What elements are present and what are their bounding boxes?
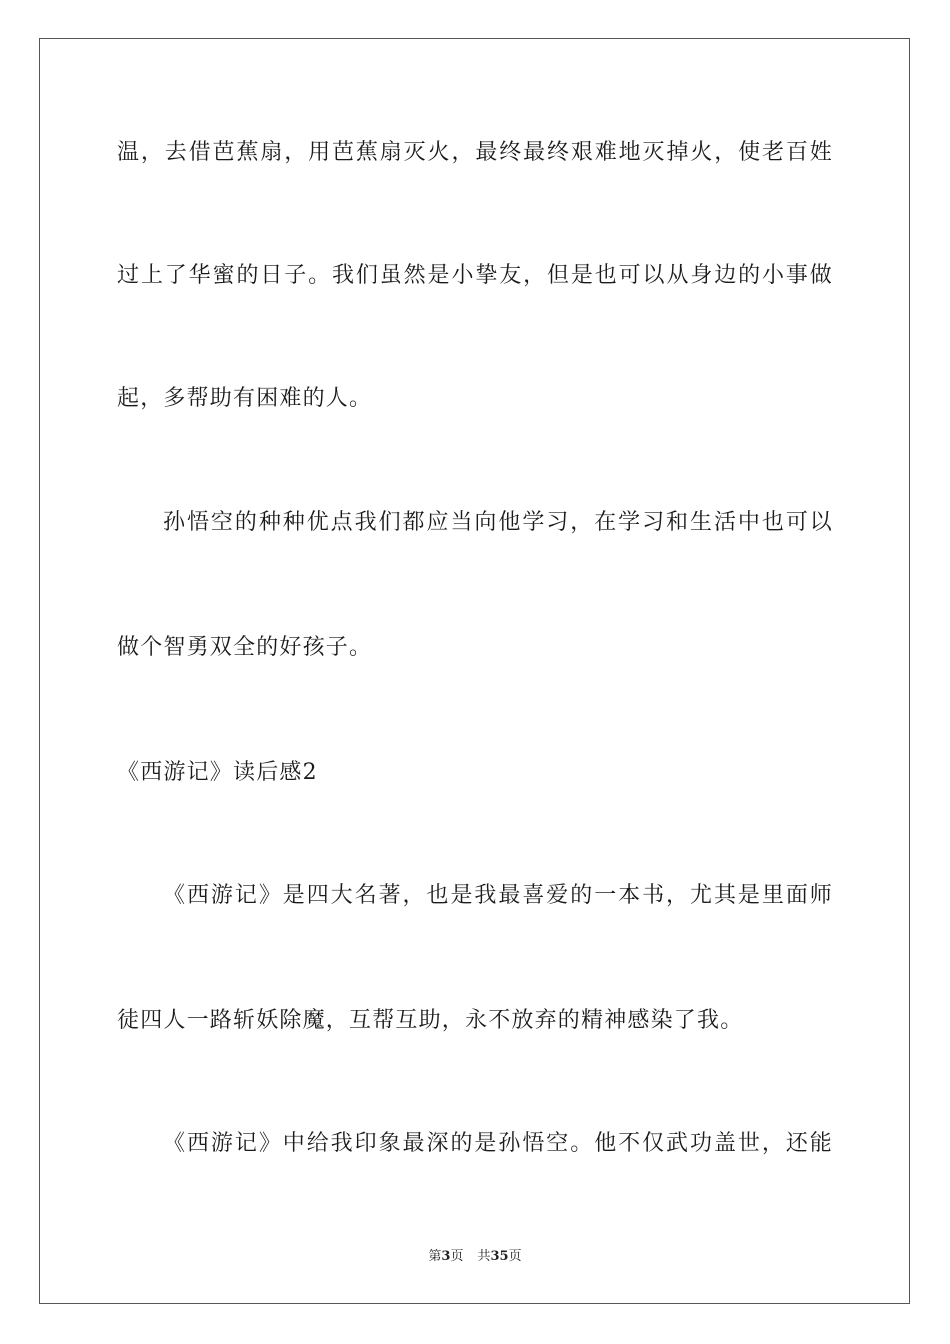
footer-page-suffix: 页	[450, 1249, 464, 1264]
body-line-7: 徒四人一路斩妖除魔，互帮互助，永不放弃的精神感染了我。	[117, 1008, 744, 1033]
body-line-4: 孙悟空的种种优点我们都应当向他学习，在学习和生活中也可以	[163, 510, 833, 535]
body-line-5: 做个智勇双全的好孩子。	[117, 635, 373, 660]
footer-page-current: 3	[441, 1249, 451, 1264]
page-border	[39, 38, 910, 1304]
footer-page-total: 35	[490, 1249, 509, 1264]
body-line-1: 温，去借芭蕉扇，用芭蕉扇灭火，最终最终艰难地灭掉火，使老百姓	[117, 140, 833, 165]
footer-total-suffix: 页	[508, 1249, 522, 1264]
body-line-3: 起，多帮助有困难的人。	[117, 386, 373, 411]
section-heading: 《西游记》读后感2	[117, 760, 318, 785]
body-line-6: 《西游记》是四大名著，也是我最喜爱的一本书，尤其是里面师	[163, 883, 833, 908]
footer-total-prefix: 共	[477, 1249, 491, 1264]
page-footer	[0, 1248, 950, 1266]
body-line-8: 《西游记》中给我印象最深的是孙悟空。他不仅武功盖世，还能	[163, 1131, 833, 1156]
body-line-2: 过上了华蜜的日子。我们虽然是小挚友，但是也可以从身边的小事做	[117, 263, 833, 288]
footer-page-prefix: 第	[428, 1249, 442, 1264]
